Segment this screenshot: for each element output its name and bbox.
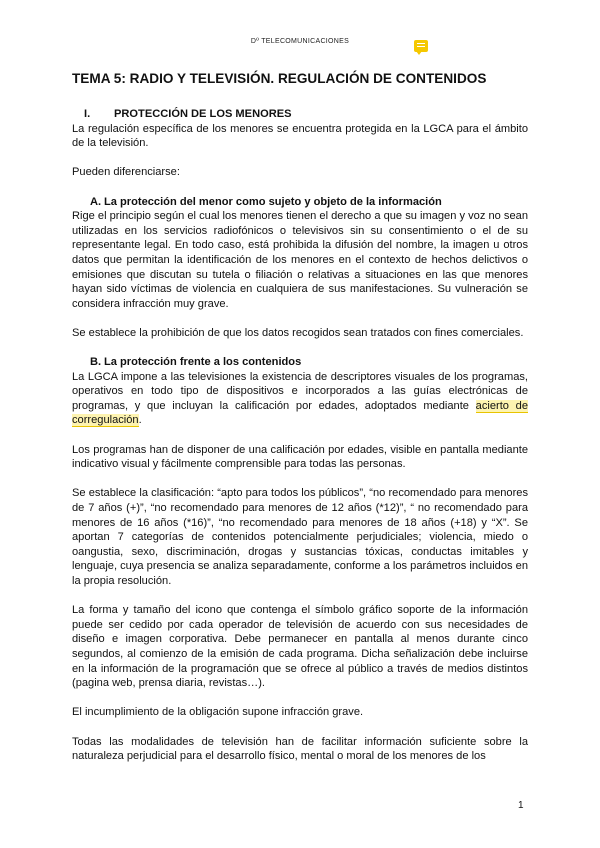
- paragraph-text: La LGCA impone a las televisiones la existencia de descriptores visuales de los programas, operativos en todo tipo de dispositivos e incorporados a las guías electrónicas de programas, y que incluyan la calificación por edades, adoptados mediante: [72, 370, 528, 412]
- paragraph: La regulación específica de los menores se encuentra protegida en la LGCA para el ámbito de la televisión.: [72, 122, 528, 150]
- section-number: I.: [84, 108, 91, 120]
- subsection-number: B.: [90, 356, 102, 369]
- subsection-heading: [72, 195, 528, 210]
- page-number: 1: [518, 800, 524, 811]
- paragraph: La forma y tamaño del icono que contenga el símbolo gráfico soporte de la información puede ser cedido por cada operador de televisión de acuerdo con sus necesidades de diseño e imagen corporativa. Debe permanecer en pantalla al menos durante cinco segundos, al comienzo de la emisión de cada programa. Dicha señalización debe incluirse en la información de la programación que se ofrece al público a través de medios distintos (pagina web, prensa diaria, revistas…).: [72, 604, 528, 690]
- paragraph: Se establece la prohibición de que los datos recogidos sean tratados con fines comerciales.: [72, 326, 524, 339]
- comment-icon[interactable]: [414, 40, 428, 52]
- document-body: [72, 70, 528, 764]
- paragraph-text-end: .: [138, 414, 142, 427]
- subsection-title: La protección frente a los contenidos: [104, 356, 302, 369]
- paragraph: Rige el principio según el cual los menores tienen el derecho a que su imagen y voz no sean utilizadas en los servicios radiofónicos o televisivos sin su consentimiento o el de su representante legal. En todo caso, está prohibida la difusión del nombre, la imagen u otros datos que permitan la identificación de los menores en el contexto de hechos delictivos o emisiones que discutan su tutela o filiación o relativas a situaciones en las que menores hayan sido víctimas de violencia en cualquiera de sus manifestaciones. Su vulneración se considera infracción muy grave.: [72, 210, 528, 310]
- section-title: PROTECCIÓN DE LOS MENORES: [114, 108, 292, 120]
- paragraph: Todas las modalidades de televisión han de facilitar información suficiente sobre la naturaleza perjudicial para el desarrollo físico, mental o moral de los menores de los: [72, 735, 528, 763]
- paragraph: Pueden diferenciarse:: [72, 166, 180, 179]
- highlighted-text[interactable]: acierto de corregulación: [72, 399, 528, 427]
- paragraph: El incumplimiento de la obligación supone infracción grave.: [72, 706, 364, 719]
- subsection-number: A.: [90, 195, 102, 208]
- paragraph: Los programas han de disponer de una calificación por edades, visible en pantalla mediante indicativo visual y fácilmente comprensible para todas las personas.: [72, 443, 528, 471]
- paragraph: Se establece la clasificación: “apto para todos los públicos”, “no recomendado para menores de 7 años (+)”, “no recomendado para menores de 12 años (*12)”, “ no recomendado para menores de 16 años (*16)”, “no recomendado para menores de 18 años (+18) y “X”. Se aportan 7 categorías de contenidos potencialmente perjudiciales; violencia, miedo o oangustia, sexo, discriminación, drogas y sustancias tóxicas, conductas imitables y lenguaje, cuya presencia se analiza separadamente, conforme a los parámetros incluidos en la propia resolución.: [72, 487, 528, 587]
- section-heading: [72, 107, 528, 122]
- subsection-heading: [72, 355, 528, 370]
- page-header: Dº TELECOMUNICACIONES: [250, 38, 350, 45]
- subsection-title: La protección del menor como sujeto y objeto de la información: [104, 195, 442, 208]
- document-title: TEMA 5: RADIO Y TELEVISIÓN. REGULACIÓN DE CONTENIDOS: [72, 71, 487, 86]
- paragraph: [72, 370, 528, 428]
